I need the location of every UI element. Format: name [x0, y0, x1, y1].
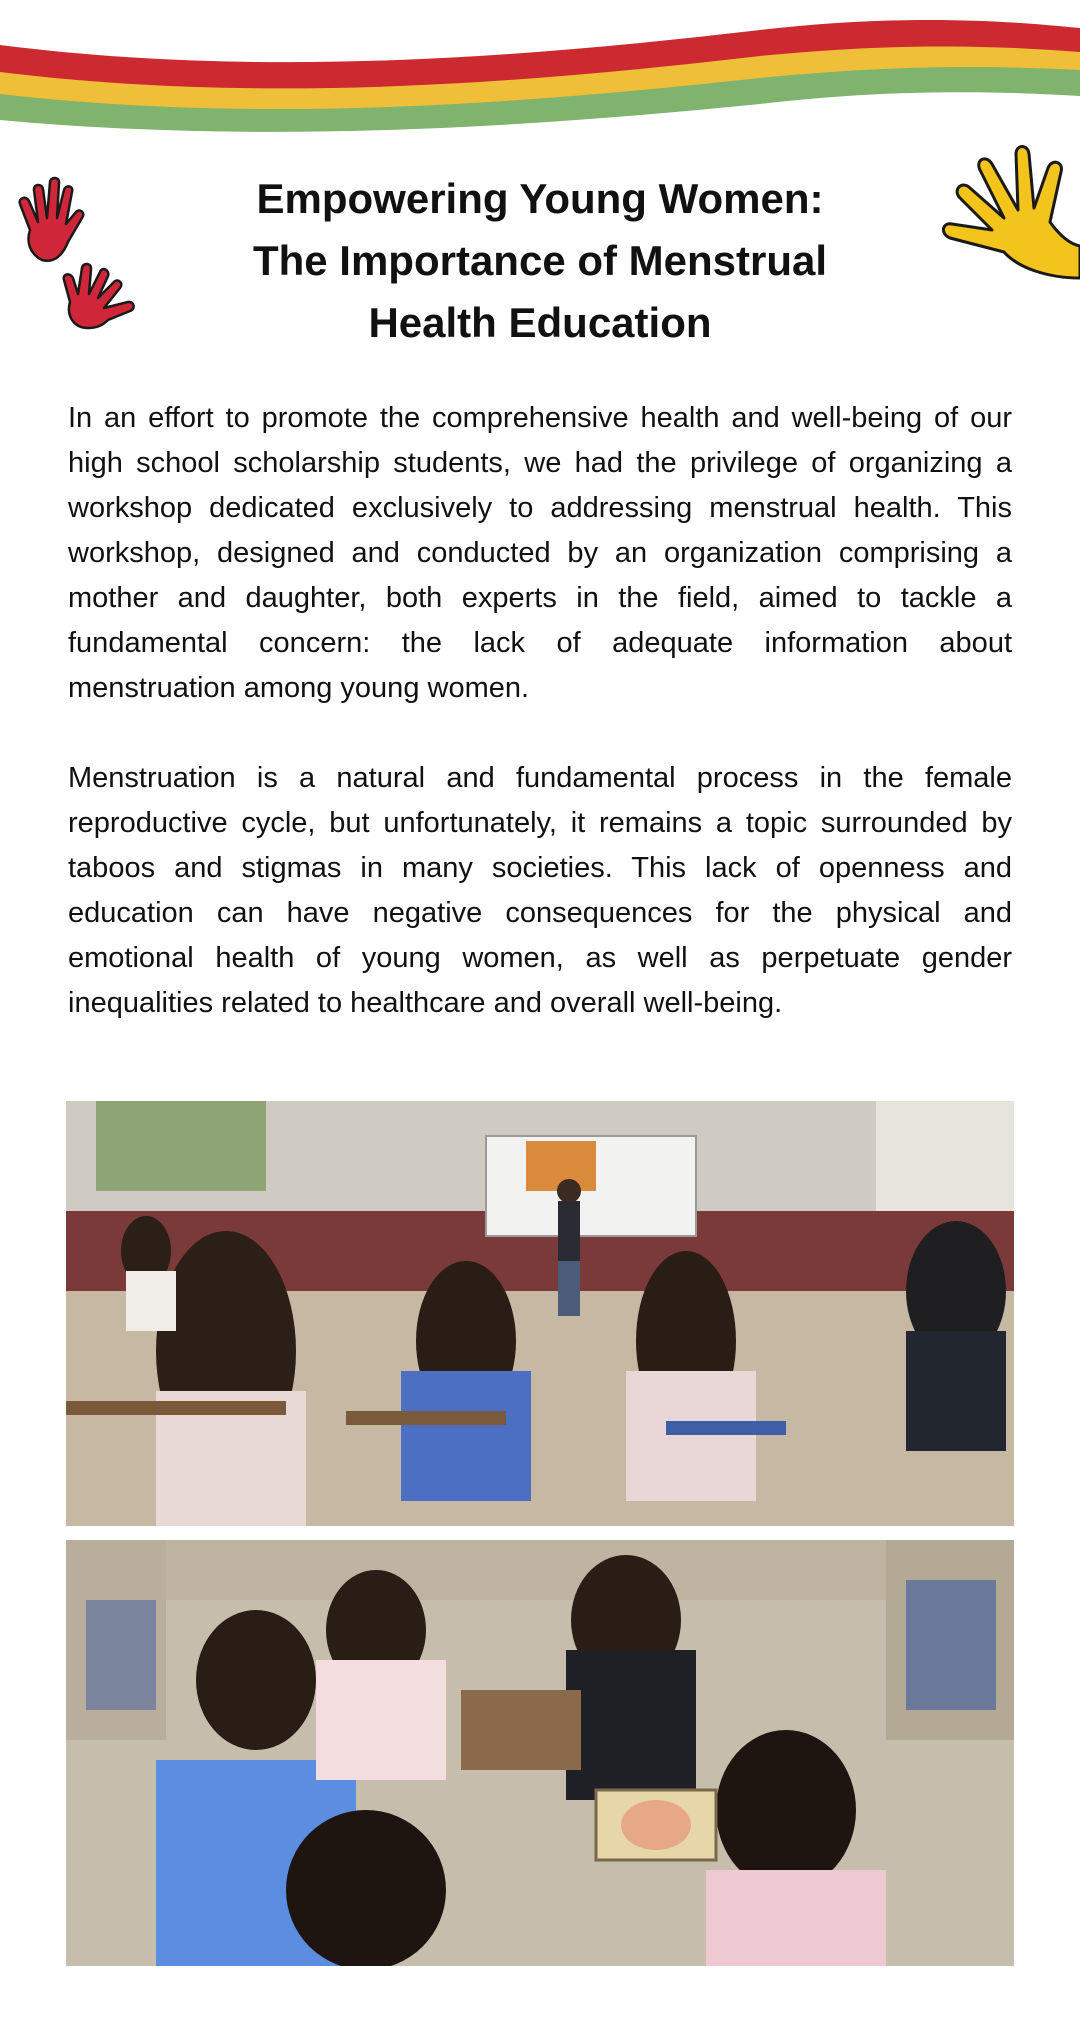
- page-title: [180, 168, 900, 354]
- title-line-1: Empowering Young Women:: [256, 175, 824, 222]
- wavy-stripes-banner: [0, 0, 1080, 140]
- body-paragraph-1: In an effort to promote the comprehensive health and well-being of our high school scholarship students, we had the privilege of organizing a workshop dedicated exclusively to addressing menstrual health. This workshop, designed and conducted by an organization comprising a mother and daughter, both experts in the field, aimed to tackle a fundamental concern: the lack of adequate information about menstruation among young women.: [68, 402, 1012, 704]
- yellow-handprint-icon: [930, 118, 1080, 293]
- classroom-workshop-photo: [66, 1101, 1014, 1526]
- body-paragraph-2: Menstruation is a natural and fundamental process in the female reproductive cycle, but unfortunately, it remains a topic surrounded by taboos and stigmas in many societies. This lack of openness and education can have negative consequences for the physical and emotional health of young women, as well as perpetuate gender inequalities related to healthcare and overall well-being.: [68, 762, 1012, 1019]
- students-group-activity-photo: [66, 1540, 1014, 1966]
- red-handprints-icon: [12, 168, 152, 343]
- title-line-3: Health Education: [368, 299, 712, 346]
- title-line-2: The Importance of Menstrual: [252, 237, 828, 284]
